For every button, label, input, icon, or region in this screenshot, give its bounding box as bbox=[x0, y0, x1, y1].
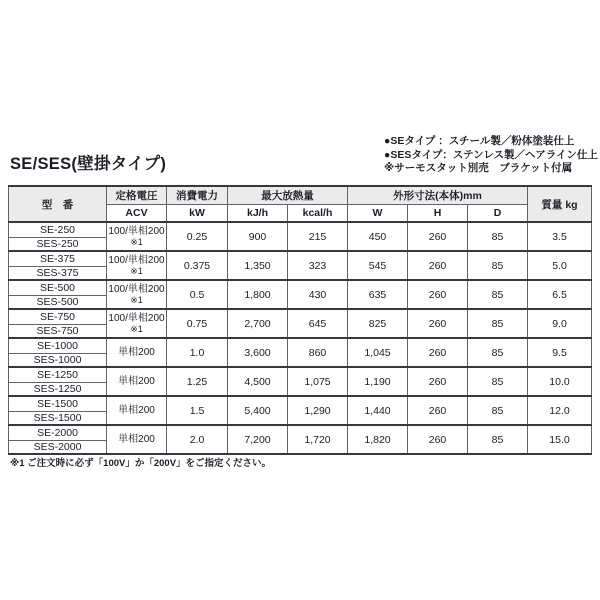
voltage-cell: 100/単相200 ※1 bbox=[107, 309, 167, 338]
table-row bbox=[9, 251, 592, 266]
height-cell: 260 bbox=[408, 338, 468, 367]
voltage-cell: 単相200 bbox=[107, 367, 167, 396]
mass-cell: 15.0 bbox=[528, 425, 592, 454]
depth-cell: 85 bbox=[468, 222, 528, 251]
model-ses-cell: SES-2000 bbox=[9, 440, 107, 454]
model-se-cell: SE-250 bbox=[9, 222, 107, 237]
mass-cell: 9.5 bbox=[528, 338, 592, 367]
depth-cell: 85 bbox=[468, 251, 528, 280]
width-cell: 1,045 bbox=[348, 338, 408, 367]
header-mass: 質量 kg bbox=[528, 186, 592, 222]
width-cell: 450 bbox=[348, 222, 408, 251]
header-dim-h: H bbox=[408, 205, 468, 223]
model-se-cell: SE-1000 bbox=[9, 338, 107, 353]
voltage-cell: 100/単相200 ※1 bbox=[107, 222, 167, 251]
depth-cell: 85 bbox=[468, 396, 528, 425]
table-row bbox=[9, 338, 592, 353]
table-row bbox=[9, 425, 592, 440]
heat-kj-cell: 4,500 bbox=[228, 367, 288, 396]
table-row bbox=[9, 280, 592, 295]
model-ses-cell: SES-500 bbox=[9, 295, 107, 309]
heat-kcal-cell: 215 bbox=[288, 222, 348, 251]
depth-cell: 85 bbox=[468, 280, 528, 309]
voltage-cell: 100/単相200 ※1 bbox=[107, 251, 167, 280]
page-title: SE/SES(壁掛タイプ) bbox=[10, 155, 167, 173]
model-ses-cell: SES-375 bbox=[9, 266, 107, 280]
height-cell: 260 bbox=[408, 280, 468, 309]
voltage-note: ※1 bbox=[130, 266, 143, 276]
header-power: 消費電力 bbox=[167, 186, 228, 205]
voltage-note: ※1 bbox=[130, 324, 143, 334]
height-cell: 260 bbox=[408, 222, 468, 251]
note-thermostat: ※サーモスタット別売 ブラケット付属 bbox=[384, 162, 573, 174]
model-se-cell: SE-1500 bbox=[9, 396, 107, 411]
header-dimensions: 外形寸法(本体)mm bbox=[348, 186, 528, 205]
note-ses-type: ●SESタイプ：ステンレス製／ヘアライン仕上 bbox=[384, 148, 598, 161]
model-se-cell: SE-375 bbox=[9, 251, 107, 266]
heat-kj-cell: 900 bbox=[228, 222, 288, 251]
power-cell: 1.0 bbox=[167, 338, 228, 367]
spec-table bbox=[8, 185, 592, 455]
header-kw: kW bbox=[167, 205, 228, 223]
mass-cell: 9.0 bbox=[528, 309, 592, 338]
height-cell: 260 bbox=[408, 251, 468, 280]
mass-cell: 10.0 bbox=[528, 367, 592, 396]
model-ses-cell: SES-1500 bbox=[9, 411, 107, 425]
height-cell: 260 bbox=[408, 396, 468, 425]
width-cell: 825 bbox=[348, 309, 408, 338]
heat-kcal-cell: 860 bbox=[288, 338, 348, 367]
power-cell: 0.75 bbox=[167, 309, 228, 338]
model-se-cell: SE-1250 bbox=[9, 367, 107, 382]
header-model: 型 番 bbox=[9, 186, 107, 222]
power-cell: 0.5 bbox=[167, 280, 228, 309]
heat-kj-cell: 5,400 bbox=[228, 396, 288, 425]
model-se-cell: SE-750 bbox=[9, 309, 107, 324]
mass-cell: 6.5 bbox=[528, 280, 592, 309]
table-row bbox=[9, 309, 592, 324]
note-se-type: ●SEタイプ ：スチール製／粉体塗装仕上 bbox=[384, 135, 575, 147]
height-cell: 260 bbox=[408, 425, 468, 454]
header-kjh: kJ/h bbox=[228, 205, 288, 223]
heat-kcal-cell: 645 bbox=[288, 309, 348, 338]
model-ses-cell: SES-250 bbox=[9, 237, 107, 251]
heat-kj-cell: 7,200 bbox=[228, 425, 288, 454]
model-ses-cell: SES-1000 bbox=[9, 353, 107, 367]
header-kcalh: kcal/h bbox=[288, 205, 348, 223]
mass-cell: 3.5 bbox=[528, 222, 592, 251]
model-ses-cell: SES-750 bbox=[9, 324, 107, 338]
heat-kj-cell: 2,700 bbox=[228, 309, 288, 338]
heat-kj-cell: 1,350 bbox=[228, 251, 288, 280]
depth-cell: 85 bbox=[468, 338, 528, 367]
heat-kcal-cell: 323 bbox=[288, 251, 348, 280]
mass-cell: 5.0 bbox=[528, 251, 592, 280]
power-cell: 2.0 bbox=[167, 425, 228, 454]
header-max-heat: 最大放熱量 bbox=[228, 186, 348, 205]
model-ses-cell: SES-1250 bbox=[9, 382, 107, 396]
header-dim-d: D bbox=[468, 205, 528, 223]
header-rated-voltage: 定格電圧 bbox=[107, 186, 167, 205]
voltage-note: ※1 bbox=[130, 237, 143, 247]
header-acv: ACV bbox=[107, 205, 167, 223]
depth-cell: 85 bbox=[468, 367, 528, 396]
header-dim-w: W bbox=[348, 205, 408, 223]
table-row bbox=[9, 396, 592, 411]
header-row-1 bbox=[9, 186, 592, 205]
voltage-cell: 100/単相200 ※1 bbox=[107, 280, 167, 309]
width-cell: 635 bbox=[348, 280, 408, 309]
width-cell: 1,440 bbox=[348, 396, 408, 425]
width-cell: 1,820 bbox=[348, 425, 408, 454]
power-cell: 0.25 bbox=[167, 222, 228, 251]
spec-table-body bbox=[9, 222, 592, 454]
table-row bbox=[9, 367, 592, 382]
table-row bbox=[9, 222, 592, 237]
voltage-cell: 単相200 bbox=[107, 396, 167, 425]
depth-cell: 85 bbox=[468, 425, 528, 454]
mass-cell: 12.0 bbox=[528, 396, 592, 425]
power-cell: 1.5 bbox=[167, 396, 228, 425]
model-se-cell: SE-500 bbox=[9, 280, 107, 295]
heat-kcal-cell: 1,075 bbox=[288, 367, 348, 396]
voltage-note: ※1 bbox=[130, 295, 143, 305]
height-cell: 260 bbox=[408, 309, 468, 338]
width-cell: 1,190 bbox=[348, 367, 408, 396]
power-cell: 0.375 bbox=[167, 251, 228, 280]
heat-kj-cell: 1,800 bbox=[228, 280, 288, 309]
model-se-cell: SE-2000 bbox=[9, 425, 107, 440]
height-cell: 260 bbox=[408, 367, 468, 396]
heat-kj-cell: 3,600 bbox=[228, 338, 288, 367]
footnote: ※1 ご注文時に必ず「100V」か「200V」をご指定ください。 bbox=[10, 458, 272, 469]
voltage-cell: 単相200 bbox=[107, 425, 167, 454]
product-notes bbox=[384, 135, 598, 176]
heat-kcal-cell: 1,290 bbox=[288, 396, 348, 425]
depth-cell: 85 bbox=[468, 309, 528, 338]
power-cell: 1.25 bbox=[167, 367, 228, 396]
heat-kcal-cell: 1,720 bbox=[288, 425, 348, 454]
width-cell: 545 bbox=[348, 251, 408, 280]
voltage-cell: 単相200 bbox=[107, 338, 167, 367]
heat-kcal-cell: 430 bbox=[288, 280, 348, 309]
